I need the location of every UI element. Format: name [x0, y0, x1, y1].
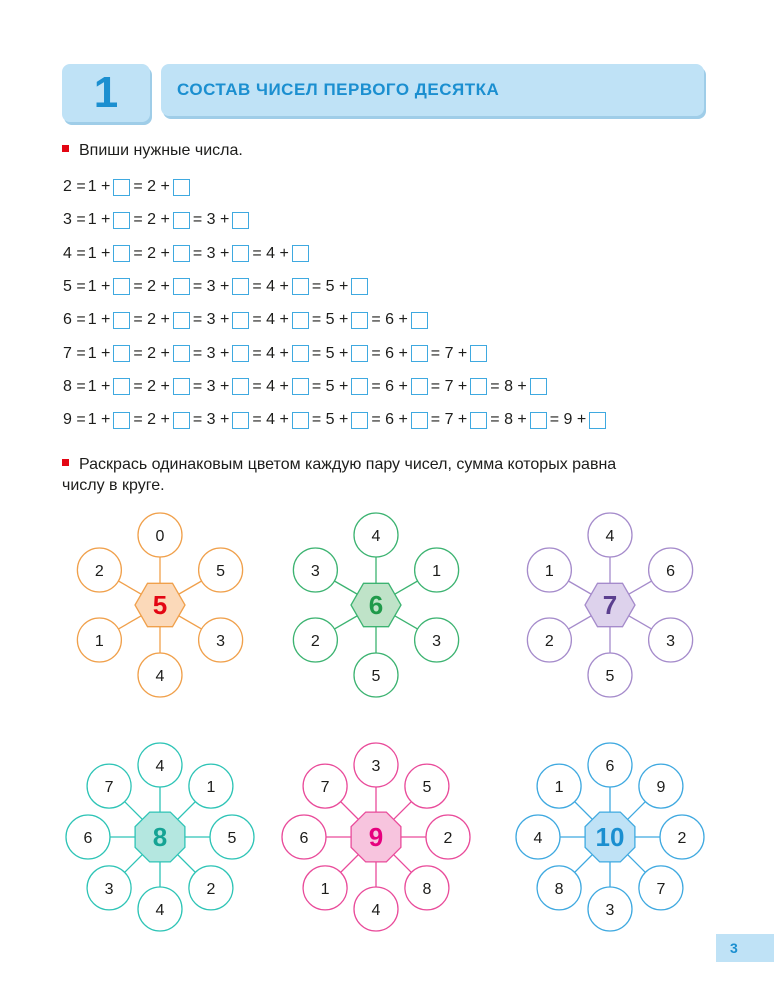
task2-instruction-line2: числу в круге.	[62, 477, 165, 494]
petal-number: 6	[83, 830, 93, 847]
equation-addend: 1 +	[87, 244, 111, 262]
petal-number: 3	[432, 633, 442, 650]
petal-number: 2	[94, 563, 104, 580]
petal-number: 8	[422, 880, 432, 898]
equation-addend: = 5 +	[311, 411, 349, 429]
equation-addend: = 3 +	[192, 211, 230, 229]
equation-addend: = 2 +	[133, 178, 170, 195]
equation-total: 6 =	[63, 311, 86, 329]
equation-total: 4 =	[63, 244, 86, 262]
flower	[516, 743, 704, 931]
petal-number: 6	[605, 758, 615, 775]
equation-addend: = 2 +	[133, 344, 170, 362]
flower	[527, 513, 692, 697]
equation-addend: 1 +	[87, 411, 111, 429]
petal-number: 7	[104, 779, 114, 797]
equation-addend: = 4 +	[252, 277, 289, 295]
equation-addend: = 4 +	[252, 311, 289, 329]
petal-number: 8	[554, 880, 564, 898]
equation-addend: = 3 +	[192, 344, 230, 362]
petal-number: 9	[656, 779, 666, 797]
petal-number: 3	[666, 633, 676, 650]
equation-addend: = 7 +	[430, 377, 468, 395]
equation-addend: = 6 +	[371, 411, 408, 429]
equation-addend: = 2 +	[133, 211, 170, 229]
equation-addend: 1 +	[87, 178, 111, 195]
equation-total: 8 =	[63, 377, 86, 395]
petal-number: 1	[206, 779, 216, 797]
petal-number: 2	[544, 633, 554, 650]
equation-addend: = 3 +	[192, 377, 230, 395]
petal-number: 4	[605, 528, 615, 545]
equation-addend: = 3 +	[192, 277, 230, 295]
equation-addend: = 6 +	[371, 311, 408, 329]
equation-addend: = 3 +	[192, 311, 230, 329]
petal-number: 3	[310, 563, 320, 580]
equation-addend: 1 +	[87, 344, 111, 362]
petal-number: 1	[544, 563, 554, 580]
equation-addend: = 4 +	[252, 344, 289, 362]
task1-instruction-text: Впиши нужные числа.	[79, 142, 243, 159]
equation-addend: = 6 +	[371, 344, 408, 362]
petal-number: 5	[605, 668, 615, 685]
lesson-title: СОСТАВ ЧИСЕЛ ПЕРВОГО ДЕСЯТКА	[161, 64, 704, 116]
lesson-number: 1	[62, 64, 150, 122]
flower	[293, 513, 458, 697]
task2-instruction-line1: Раскрась одинаковым цветом каждую пару чисел, сумма которых равна	[79, 456, 617, 473]
petal-number: 4	[371, 902, 381, 919]
petal-number: 2	[677, 830, 687, 847]
petal-number: 4	[155, 758, 165, 775]
equation-addend: = 5 +	[311, 277, 349, 295]
flower	[66, 743, 254, 931]
equation-addend: = 2 +	[133, 244, 170, 262]
flower-center-number: 7	[602, 590, 618, 620]
equation-total: 5 =	[63, 277, 86, 295]
petal-number: 6	[666, 563, 676, 580]
petal-number: 1	[94, 633, 104, 650]
petal-number: 7	[320, 779, 330, 797]
equation-addend: = 5 +	[311, 311, 349, 329]
equation-addend: = 4 +	[252, 244, 289, 262]
petal-number: 7	[656, 880, 666, 898]
equation-addend: = 2 +	[133, 411, 170, 429]
petal-number: 1	[554, 779, 564, 797]
equation-addend: = 7 +	[430, 411, 468, 429]
petal-number: 5	[216, 563, 226, 580]
flower-center-number: 6	[368, 590, 384, 620]
equation-addend: = 9 +	[549, 411, 587, 429]
equation-addend: 1 +	[87, 377, 111, 395]
equation-addend: = 2 +	[133, 377, 170, 395]
petal-number: 0	[155, 528, 165, 545]
equation-addend: = 5 +	[311, 377, 349, 395]
flower-center-number: 10	[595, 822, 625, 852]
petal-number: 3	[216, 633, 226, 650]
equation-addend: = 2 +	[133, 311, 170, 329]
petal-number: 4	[155, 902, 165, 919]
petal-number: 5	[422, 779, 432, 797]
equation-addend: = 6 +	[371, 377, 408, 395]
petal-number: 4	[155, 668, 165, 685]
petal-number: 6	[299, 830, 309, 847]
equation-total: 2 =	[63, 178, 86, 195]
flower-center-number: 8	[152, 822, 168, 852]
equation-addend: = 7 +	[430, 344, 468, 362]
equation-addend: = 3 +	[192, 244, 230, 262]
equation-addend: = 3 +	[192, 411, 230, 429]
flower	[282, 743, 470, 931]
petal-number: 3	[104, 880, 114, 898]
petal-number: 3	[371, 758, 381, 775]
equation-total: 9 =	[63, 411, 86, 429]
petal-number: 2	[443, 830, 453, 847]
petal-number: 4	[371, 528, 381, 545]
equation-addend: = 8 +	[490, 411, 527, 429]
page-number: 3	[716, 934, 774, 962]
flower	[77, 513, 242, 697]
equation-total: 3 =	[63, 211, 86, 229]
equation-addend: = 5 +	[311, 344, 349, 362]
petal-number: 1	[432, 563, 442, 580]
equation-addend: 1 +	[87, 311, 111, 329]
equation-addend: = 4 +	[252, 377, 289, 395]
equation-total: 7 =	[63, 344, 86, 362]
petal-number: 5	[371, 668, 381, 685]
equation-addend: 1 +	[87, 277, 111, 295]
petal-number: 4	[533, 830, 543, 847]
petal-number: 2	[310, 633, 320, 650]
flower-center-number: 5	[152, 590, 168, 620]
equation-addend: = 2 +	[133, 277, 170, 295]
petal-number: 3	[605, 902, 615, 919]
petal-number: 5	[227, 830, 237, 847]
equation-addend: = 4 +	[252, 411, 289, 429]
petal-number: 2	[206, 880, 216, 898]
flower-center-number: 9	[368, 822, 384, 852]
equation-addend: 1 +	[87, 211, 111, 229]
equation-addend: = 8 +	[490, 377, 527, 395]
petal-number: 1	[320, 880, 330, 898]
